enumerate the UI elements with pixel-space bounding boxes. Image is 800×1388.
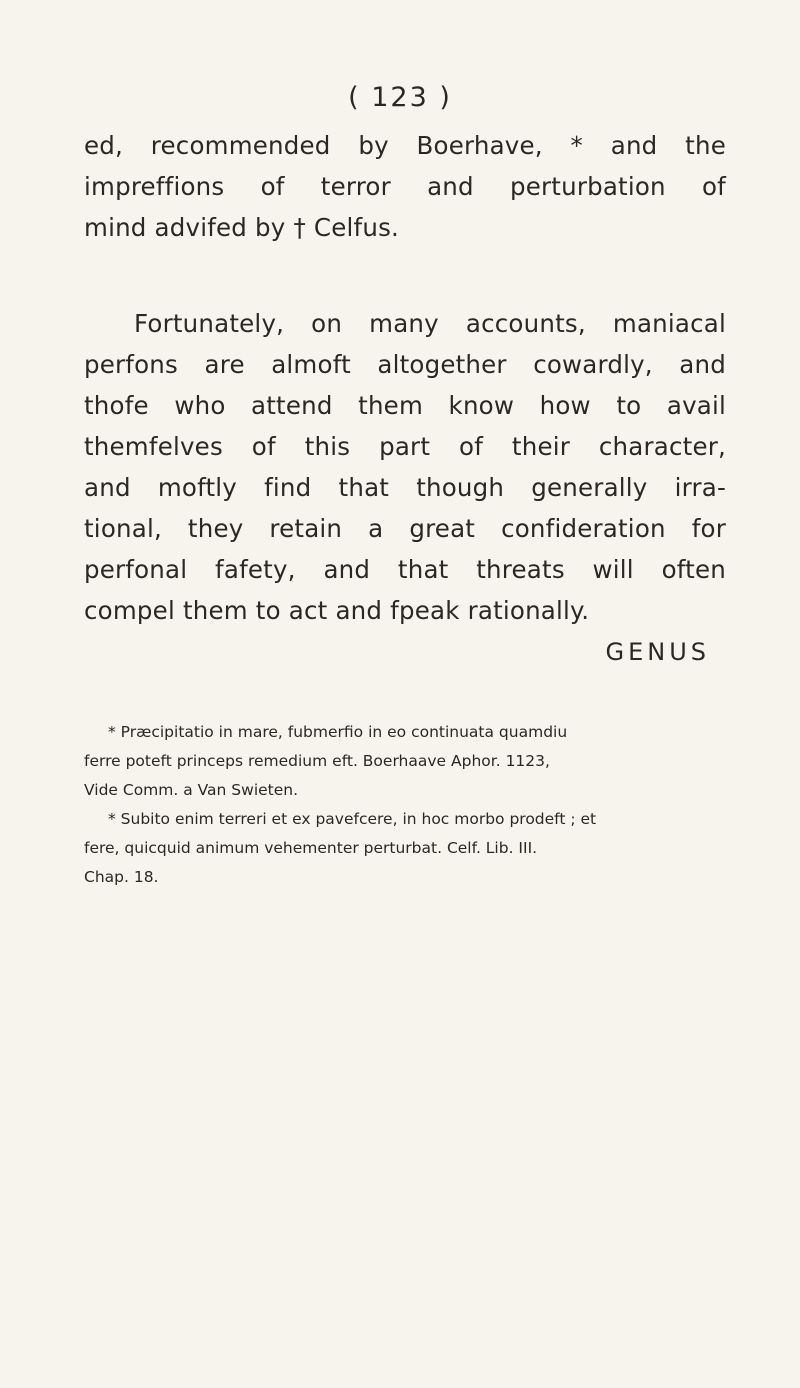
page-number: ( 123 ) <box>348 82 452 113</box>
footnote-line: Chap. 18. <box>84 868 159 886</box>
text-line: tional, they retain a great confideration for <box>84 514 726 543</box>
footnote-line: * Subito enim terreri et ex pavefcere, in hoc morbo prodeft ; et <box>108 810 597 828</box>
catchword: GENUS <box>605 638 710 666</box>
footnote-line: Vide Comm. a Van Swieten. <box>84 781 299 799</box>
text-line: and moftly find that though generally irra- <box>84 473 726 502</box>
footnote-line: ferre poteft princeps remedium eft. Boerhaave Aphor. 1123, <box>84 752 550 770</box>
text-line: perfons are almoft altogether cowardly, and <box>84 350 726 379</box>
footnote-celsus <box>84 805 729 892</box>
text-line: impreffions of terror and perturbation of <box>84 172 726 201</box>
footnote-line: * Præcipitatio in mare, fubmerfio in eo continuata quamdiu <box>108 723 568 741</box>
text-line: ed, recommended by Boerhave, * and the <box>84 131 726 160</box>
text-line: perfonal fafety, and that threats will often <box>84 555 726 584</box>
footnote-line: fere, quicquid animum vehementer perturbat. Celf. Lib. III. <box>84 839 538 857</box>
text-line: mind advifed by † Celfus. <box>84 213 400 242</box>
paragraph-continuation <box>84 125 726 248</box>
paragraph-fortunately <box>84 303 726 631</box>
text-line: Fortunately, on many accounts, maniacal <box>134 309 726 338</box>
text-line: themfelves of this part of their character, <box>84 432 726 461</box>
footnotes <box>84 718 729 892</box>
text-line: thofe who attend them know how to avail <box>84 391 726 420</box>
footnote-boerhaave <box>84 718 729 805</box>
text-line: compel them to act and fpeak rationally. <box>84 596 590 625</box>
